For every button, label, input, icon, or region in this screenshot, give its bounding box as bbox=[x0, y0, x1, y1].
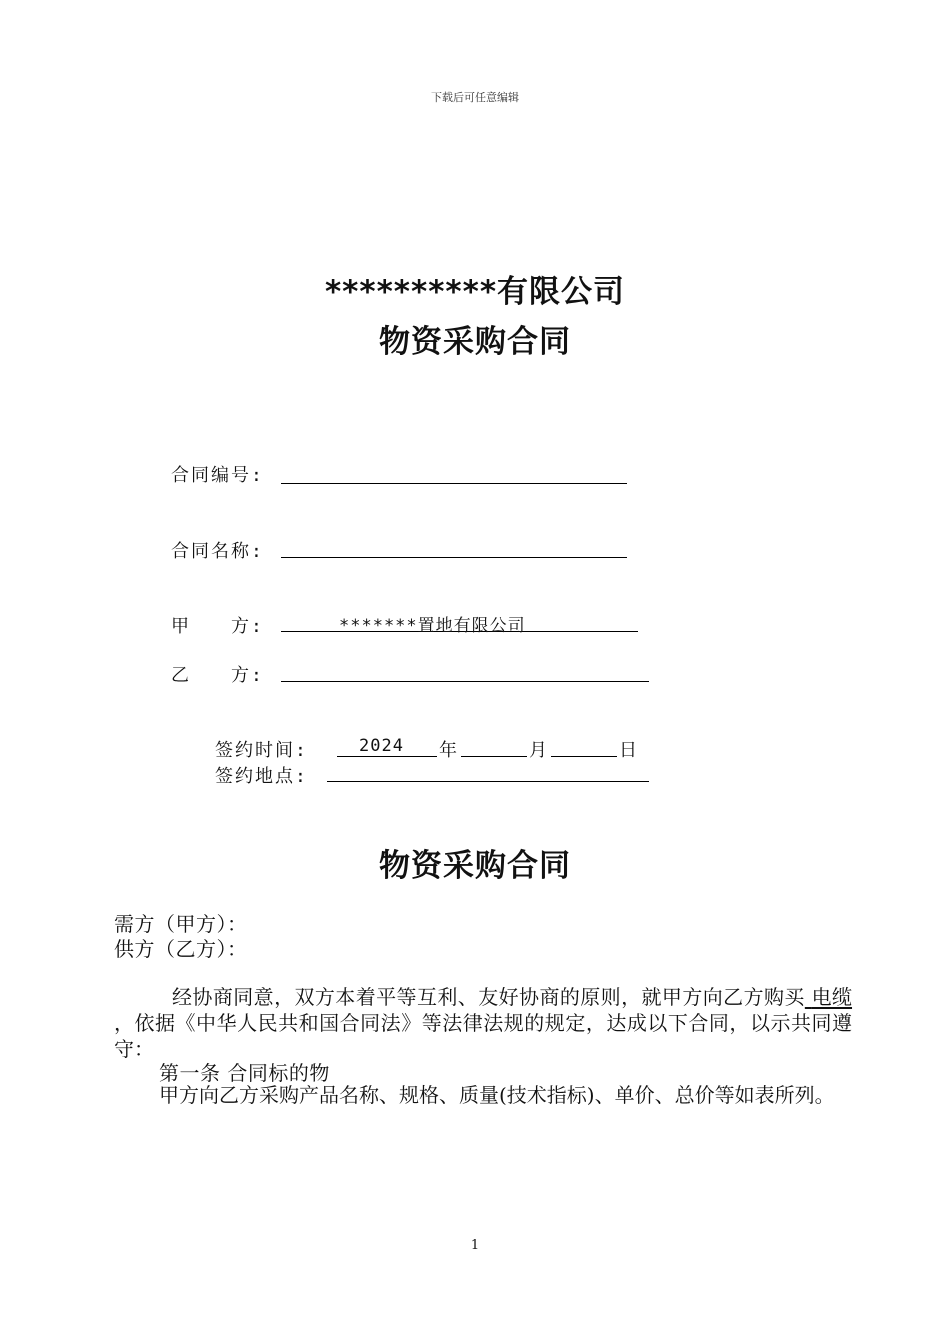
party-b-label: 乙 方: bbox=[171, 665, 264, 686]
contract-name-field[interactable] bbox=[281, 540, 627, 558]
sign-month-field[interactable] bbox=[461, 739, 527, 757]
sign-place-label: 签约地点: bbox=[215, 766, 308, 787]
contract-no-field[interactable] bbox=[281, 466, 627, 484]
party-b-field[interactable] bbox=[281, 664, 649, 682]
contract-no-label: 合同编号: bbox=[171, 465, 264, 486]
cover-title: 物资采购合同 bbox=[379, 324, 571, 360]
contract-name-label: 合同名称: bbox=[171, 541, 264, 562]
sign-time-label: 签约时间: bbox=[215, 740, 308, 761]
year-unit: 年 bbox=[439, 740, 459, 761]
seller-line: 供方（乙方）： bbox=[114, 937, 248, 961]
sign-day-field[interactable] bbox=[551, 739, 617, 757]
party-a-label: 甲 方: bbox=[171, 616, 264, 637]
sign-place-field[interactable] bbox=[327, 764, 649, 782]
buyer-line: 需方（甲方）： bbox=[114, 912, 248, 936]
day-unit: 日 bbox=[619, 740, 639, 761]
paragraph-1 bbox=[114, 984, 852, 1062]
article-1-heading: 第一条 合同标的物 bbox=[159, 1061, 330, 1085]
paragraph-1-part-a: 经协商同意，双方本着平等互利、友好协商的原则，就甲方向乙方购买 bbox=[172, 985, 805, 1009]
month-unit: 月 bbox=[529, 740, 549, 761]
company-title: **********有限公司 bbox=[324, 274, 626, 310]
header-note: 下载后可任意编辑 bbox=[431, 91, 519, 104]
purchase-item: 电缆 bbox=[811, 985, 853, 1009]
paragraph-2: 甲方向乙方采购产品名称、规格、质量(技术指标)、单价、总价等如表所列。 bbox=[159, 1083, 835, 1107]
body-title: 物资采购合同 bbox=[379, 848, 571, 884]
page-number: 1 bbox=[470, 1238, 480, 1253]
party-a-value: *******置地有限公司 bbox=[339, 616, 526, 636]
sign-year-value: 2024 bbox=[359, 736, 404, 756]
paragraph-1-part-b: ，依据《中华人民共和国合同法》等法律法规的规定，达成以下合同，以示共同遵守： bbox=[114, 1011, 852, 1061]
